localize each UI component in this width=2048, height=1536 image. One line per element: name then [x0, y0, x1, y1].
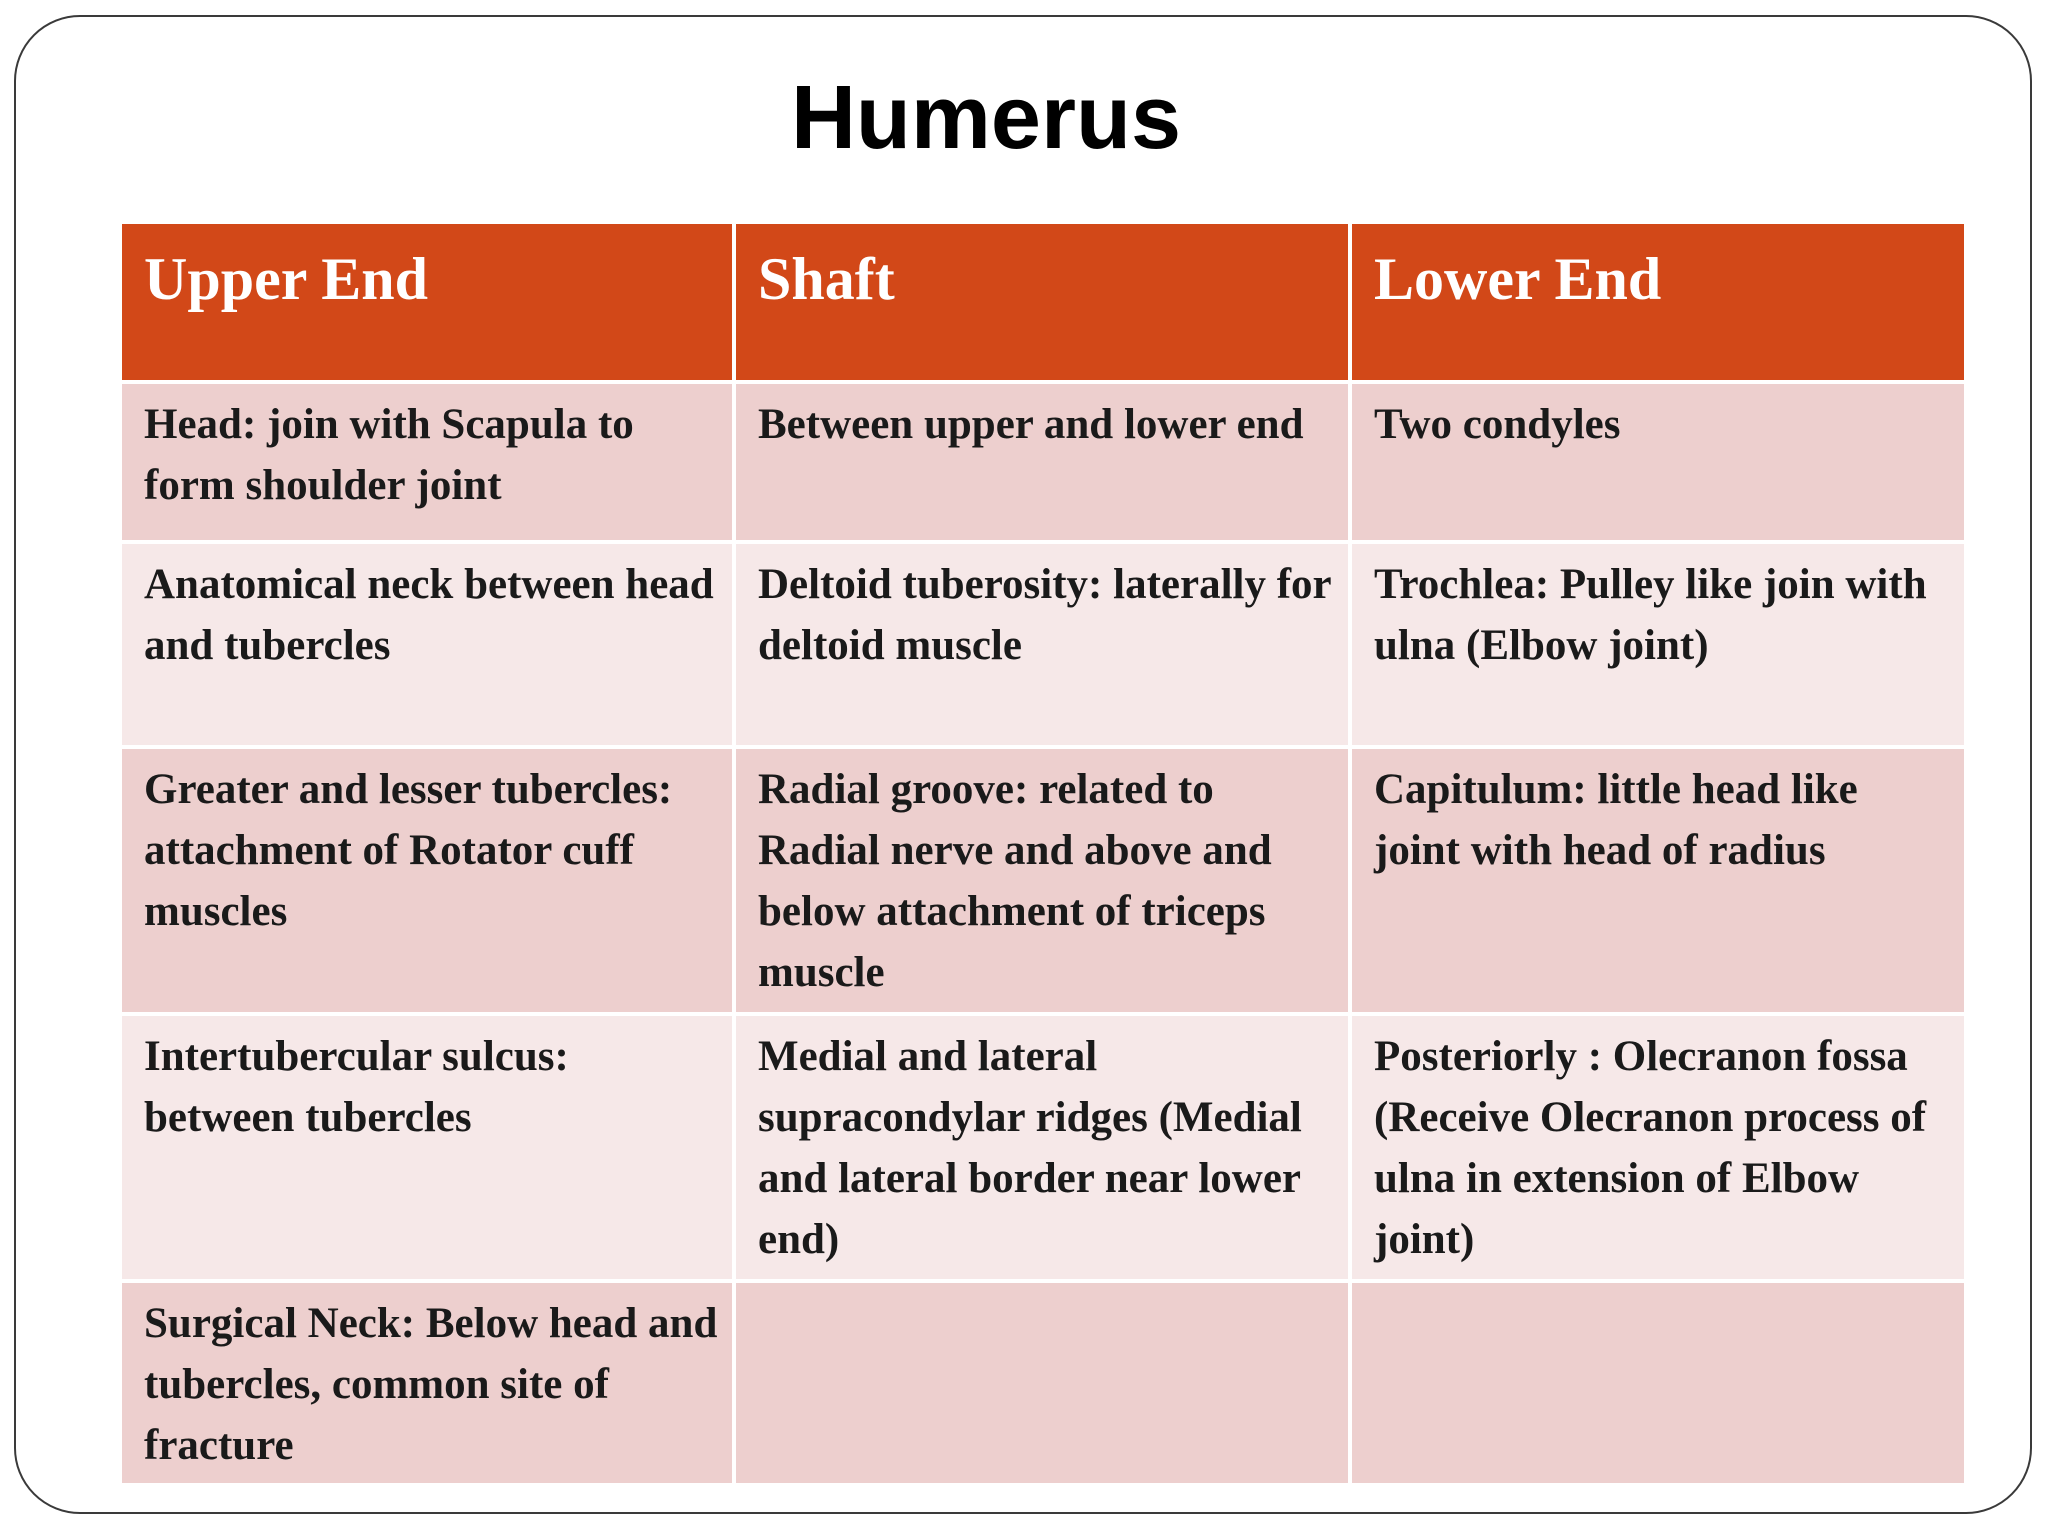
- cell-shaft: Deltoid tuberosity: laterally for deltoid muscle: [734, 542, 1350, 747]
- table-row: [120, 747, 1966, 1014]
- slide-frame: [14, 15, 2032, 1514]
- table-row: [120, 1014, 1966, 1281]
- cell-lower-end: Capitulum: little head like joint with head of radius: [1350, 747, 1966, 1014]
- cell-lower-end: [1350, 1281, 1966, 1485]
- header-shaft: Shaft: [734, 222, 1350, 382]
- cell-lower-end: Trochlea: Pulley like join with ulna (Elbow joint): [1350, 542, 1966, 747]
- cell-upper-end: Greater and lesser tubercles: attachment of Rotator cuff muscles: [120, 747, 734, 1014]
- cell-lower-end: Posteriorly : Olecranon fossa (Receive Olecranon process of ulna in extension of Elbow joint): [1350, 1014, 1966, 1281]
- cell-shaft: Radial groove: related to Radial nerve and above and below attachment of triceps muscle: [734, 747, 1350, 1014]
- cell-shaft: Between upper and lower end: [734, 382, 1350, 542]
- humerus-table: [118, 220, 1968, 1487]
- cell-upper-end: Surgical Neck: Below head and tubercles, common site of fracture: [120, 1281, 734, 1485]
- table-row: [120, 542, 1966, 747]
- cell-lower-end: Two condyles: [1350, 382, 1966, 542]
- cell-shaft: [734, 1281, 1350, 1485]
- cell-shaft: Medial and lateral supracondylar ridges (Medial and lateral border near lower end): [734, 1014, 1350, 1281]
- table-header-row: [120, 222, 1966, 382]
- header-lower-end: Lower End: [1350, 222, 1966, 382]
- cell-upper-end: Anatomical neck between head and tubercles: [120, 542, 734, 747]
- table-row: [120, 1281, 1966, 1485]
- table-row: [120, 382, 1966, 542]
- slide-title: Humerus: [790, 68, 1182, 168]
- cell-upper-end: Intertubercular sulcus: between tubercles: [120, 1014, 734, 1281]
- header-upper-end: Upper End: [120, 222, 734, 382]
- cell-upper-end: Head: join with Scapula to form shoulder joint: [120, 382, 734, 542]
